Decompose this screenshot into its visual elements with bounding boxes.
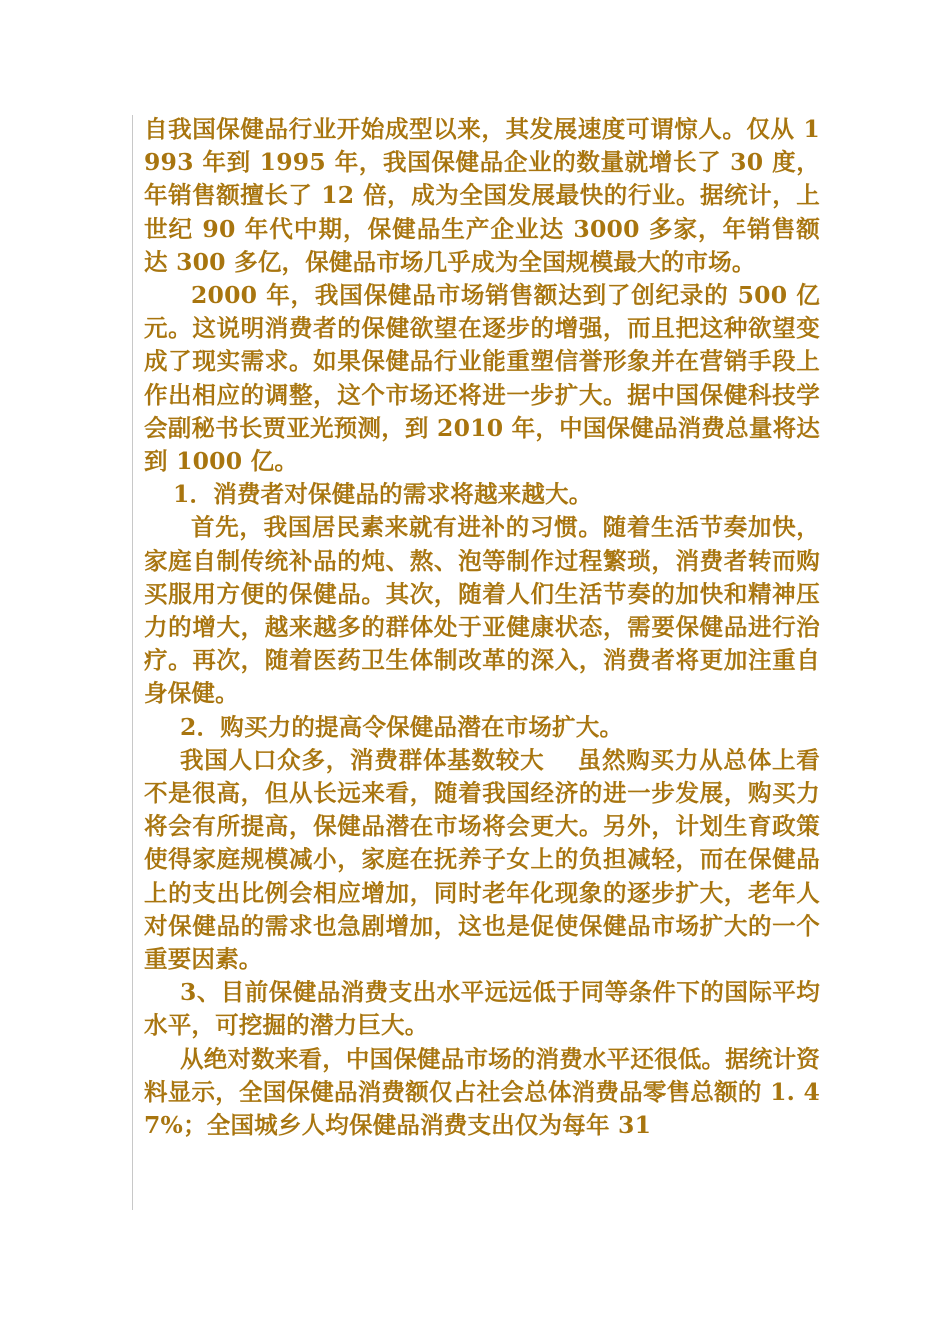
paragraph-purchasing-power: 我国人口众多，消费群体基数较大 虽然购买力从总体上看不是很高，但从长远来看，随着我国经济的进一步发展，购买力将会有所提高，保健品潜在市场将会更大。另外，计划生育政策使得家庭规模减小，家庭在抚养子女上的负担减轻，而在保健品上的支出比例会相应增加，同时老年化现象的逐步扩大，老年人对保健品的需求也急剧增加，这也是促使保健品市场扩大的一个重要因素。 [144, 745, 820, 974]
paragraph-industry-growth: 自我国保健品行业开始成型以来，其发展速度可谓惊人。仅从 1993 年到 1995 年，我国保健品企业的数量就增长了 30 度，年销售额擅长了 12 倍，成为全国发展最快的行业。据统计，上世纪 90 年代中期，保健品生产企业达 3000 多家，年销售额达 300 多亿，保健品市场几乎成为全国规模最大的市场。 [144, 115, 820, 276]
paragraph-demand-reasons: 首先，我国居民素来就有进补的习惯。随着生活节奏加快，家庭自制传统补品的炖、熬、泡等制作过程繁琐，消费者转而购买服用方便的保健品。其次，随着人们生活节奏的加快和精神压力的增大，越来越多的群体处于亚健康状态，需要保健品进行治疗。再次，随着医药卫生体制改革的深入，消费者将更加注重自身保健。 [144, 513, 820, 708]
heading-purchasing-power: 2．购买力的提高令保健品潜在市场扩大。 [180, 712, 624, 741]
heading-consumption-level: 3、目前保健品消费支出水平远远低于同等条件下的国际平均水平，可挖掘的潜力巨大。 [144, 978, 820, 1040]
document-body [144, 113, 820, 1142]
left-margin-rule [132, 115, 133, 1210]
paragraph-market-forecast: 2000 年，我国保健品市场销售额达到了创纪录的 500 亿元。这说明消费者的保健欲望在逐步的增强，而且把这种欲望变成了现实需求。如果保健品行业能重塑信誉形象并在营销手段上作出相应的调整，这个市场还将进一步扩大。据中国保健科技学会副秘书长贾亚光预测，到 2010 年，中国保健品消费总量将达到 1000 亿。 [144, 281, 820, 476]
heading-demand-growth: 1．消费者对保健品的需求将越来越大。 [173, 480, 593, 509]
paragraph-consumption-level: 从绝对数来看，中国保健品市场的消费水平还很低。据统计资料显示，全国保健品消费额仅占社会总体消费品零售总额的 1. 47%；全国城乡人均保健品消费支出仅为每年 31 [144, 1044, 820, 1140]
